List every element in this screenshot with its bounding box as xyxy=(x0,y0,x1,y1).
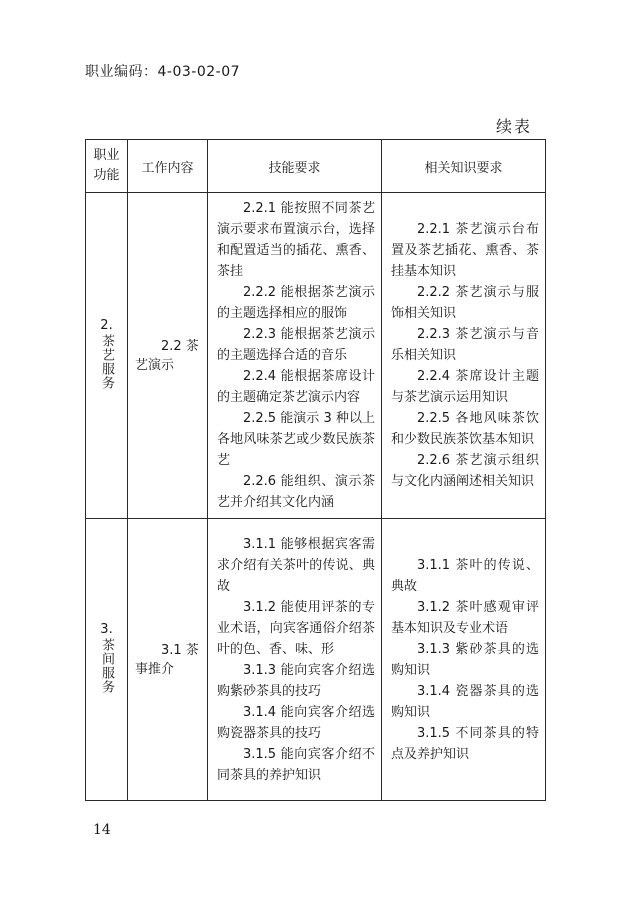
table-row xyxy=(86,193,546,519)
skill-item: 2.2.5 能演示 3 种以上各地风味茶艺或少数民族茶艺 xyxy=(217,411,375,468)
knowledge-item: 3.1.2 茶叶感观审评基本知识及专业术语 xyxy=(391,599,539,636)
skill-item: 2.2.1 能按照不同茶艺演示要求布置演示台，选择和配置适当的插花、熏香、茶挂 xyxy=(217,201,375,279)
skill-item: 3.1.3 能向宾客介绍选购紫砂茶具的技巧 xyxy=(217,662,375,699)
work-content-cell xyxy=(128,519,208,801)
skill-item: 3.1.5 能向宾客介绍不同茶具的养护知识 xyxy=(217,746,375,783)
knowledge-item: 2.2.4 茶席设计主题与茶艺演示运用知识 xyxy=(391,369,539,405)
knowledge-item: 2.2.6 茶艺演示组织与文化内涵阐述相关知识 xyxy=(391,453,539,489)
skill-item: 2.2.4 能根据茶席设计的主题确定茶艺演示内容 xyxy=(217,369,375,405)
skill-item: 2.2.3 能根据茶艺演示的主题选择合适的音乐 xyxy=(217,327,375,363)
skill-item: 3.1.2 能使用评茶的专业术语，向宾客通俗介绍茶叶的色、香、味、形 xyxy=(217,599,375,657)
skill-item: 3.1.1 能够根据宾客需求介绍有关茶叶的传说、典故 xyxy=(217,536,375,594)
knowledge-item: 2.2.3 茶艺演示与音乐相关知识 xyxy=(391,327,539,363)
knowledge-cell xyxy=(382,519,546,801)
header-knowledge-requirements: 相关知识要求 xyxy=(382,140,546,193)
header-work-content: 工作内容 xyxy=(128,140,208,193)
function-cell xyxy=(86,519,128,801)
knowledge-cell xyxy=(382,193,546,519)
knowledge-item: 3.1.4 瓷器茶具的选购知识 xyxy=(391,683,539,720)
function-name: 茶间服务 xyxy=(99,637,114,694)
skills-cell xyxy=(208,519,382,801)
knowledge-item: 3.1.5 不同茶具的特点及养护知识 xyxy=(391,725,539,762)
skills-table xyxy=(85,139,546,801)
skill-item: 2.2.2 能根据茶艺演示的主题选择相应的服饰 xyxy=(217,285,375,321)
function-name: 茶艺服务 xyxy=(99,333,114,390)
knowledge-item: 2.2.5 各地风味茶饮和少数民族茶饮基本知识 xyxy=(391,411,539,447)
function-number: 2. xyxy=(100,317,113,333)
header-skill-requirements: 技能要求 xyxy=(208,140,382,193)
skill-item: 3.1.4 能向宾客介绍选购瓷器茶具的技巧 xyxy=(217,704,375,741)
function-number: 3. xyxy=(100,621,113,637)
work-content-cell xyxy=(128,193,208,519)
work-content: 2.2 茶艺演示 xyxy=(135,338,199,373)
knowledge-item: 2.2.1 茶艺演示台布置及茶艺插花、熏香、茶挂基本知识 xyxy=(391,222,539,279)
function-cell xyxy=(86,193,128,519)
skill-item: 2.2.6 能组织、演示茶艺并介绍其文化内涵 xyxy=(217,474,375,510)
knowledge-item: 3.1.1 茶叶的传说、典故 xyxy=(391,557,539,594)
continued-label: 续表 xyxy=(496,117,533,136)
knowledge-item: 3.1.3 紫砂茶具的选购知识 xyxy=(391,641,539,678)
work-content: 3.1 茶事推介 xyxy=(135,642,199,677)
skills-cell xyxy=(208,193,382,519)
table-header-row xyxy=(86,140,546,193)
page-number: 14 xyxy=(93,822,111,838)
header-function: 职业 功能 xyxy=(86,140,128,193)
occupation-code: 职业编码：4-03-02-07 xyxy=(85,64,241,80)
knowledge-item: 2.2.2 茶艺演示与服饰相关知识 xyxy=(391,285,539,321)
table-row xyxy=(86,519,546,801)
